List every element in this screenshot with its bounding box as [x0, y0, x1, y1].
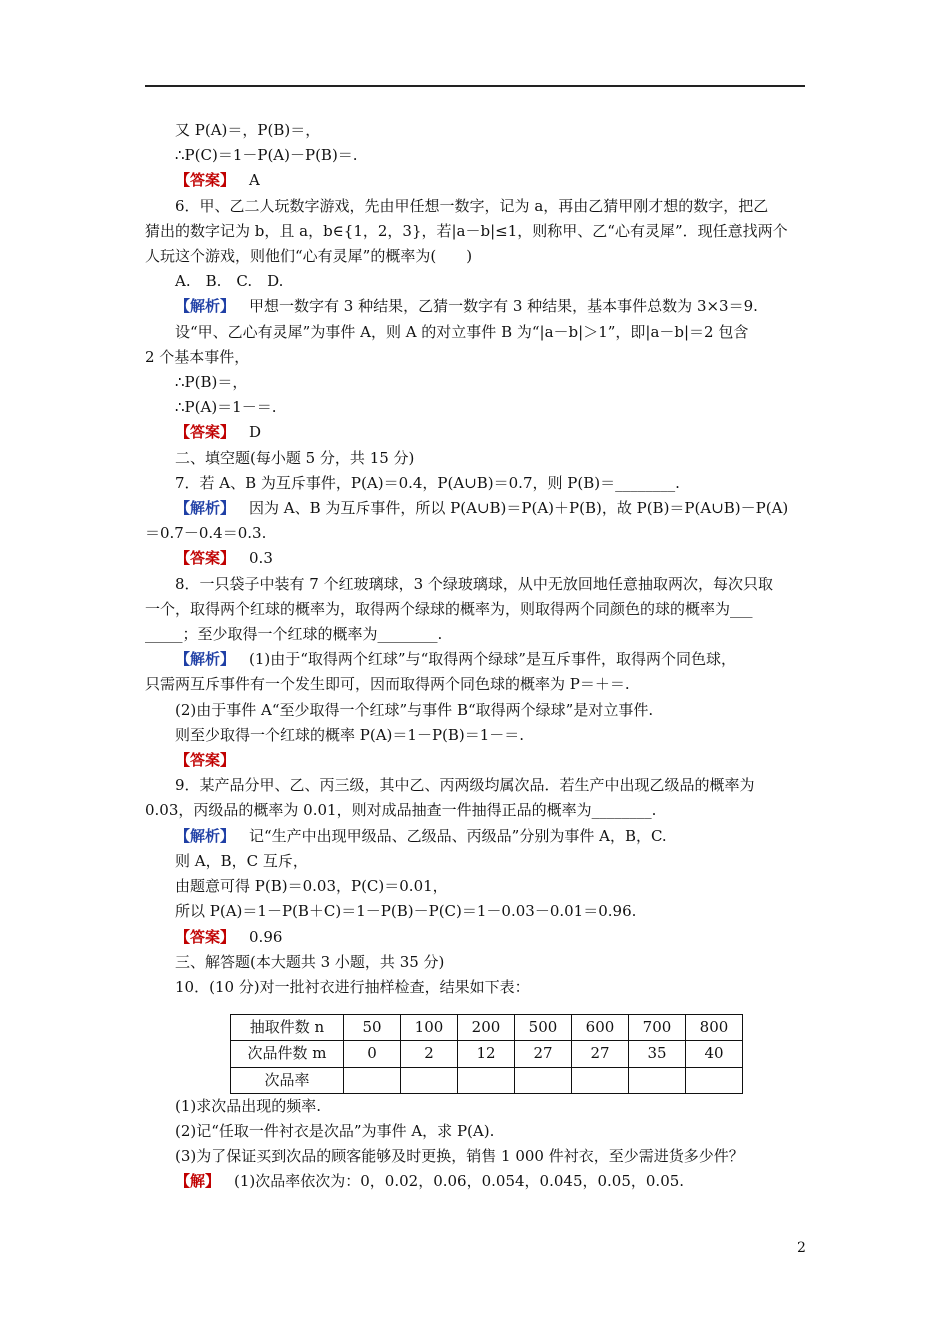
text-line: [145, 143, 809, 168]
text-line: [145, 168, 809, 193]
table-cell: 200: [458, 1015, 515, 1041]
label-tag: 【解析】: [175, 499, 236, 518]
text-block-before-table: [145, 118, 809, 1000]
line-text: D: [249, 423, 262, 442]
line-text: 则至少取得一个红球的概率 P(A)＝1－P(B)＝1－＝.: [175, 725, 525, 744]
text-line: [145, 723, 809, 748]
table-cell: [458, 1067, 515, 1093]
table-cell: [401, 1067, 458, 1093]
label-tag: 【解析】: [175, 826, 236, 845]
label-tag: 【答案】: [175, 423, 236, 442]
text-line: [145, 446, 809, 471]
line-text: 所以 P(A)＝1－P(B＋C)＝1－P(B)－P(C)＝1－0.03－0.01＝0.96.: [175, 902, 637, 921]
row-header-cell: 次品率: [231, 1067, 344, 1093]
line-text: ∴P(B)＝，: [175, 373, 248, 392]
line-text: (1)次品率依次为：0，0.02，0.06，0.054，0.045，0.05，0.05.: [234, 1172, 685, 1191]
line-text: 0.96: [249, 927, 283, 946]
table-cell: 700: [629, 1015, 686, 1041]
text-line: [145, 219, 809, 244]
text-line: [145, 370, 809, 395]
line-text: ∴P(A)＝1－＝.: [175, 398, 277, 417]
text-line: [145, 1094, 809, 1119]
line-text: 三、解答题(本大题共 3 小题，共 35 分): [175, 952, 445, 971]
text-line: [145, 824, 809, 849]
line-text: 因为 A、B 为互斥事件，所以 P(A∪B)＝P(A)＋P(B)，故 P(B)＝P(A∪B)－P(A): [249, 499, 789, 518]
line-text: 只需两互斥事件有一个发生即可，因而取得两个同色球的概率为 P＝＋＝.: [145, 675, 630, 694]
table-row: [231, 1015, 743, 1041]
line-text: 二、填空题(每小题 5 分，共 15 分): [175, 448, 415, 467]
table-cell: 100: [401, 1015, 458, 1041]
line-text: 7．若 A、B 为互斥事件，P(A)＝0.4，P(A∪B)＝0.7，则 P(B)＝________.: [175, 473, 680, 492]
line-text: (2)由于事件 A“至少取得一个红球”与事件 B“取得两个绿球”是对立事件.: [175, 700, 654, 719]
text-line: [145, 320, 809, 345]
table-cell: [629, 1067, 686, 1093]
text-line: [145, 471, 809, 496]
text-line: [145, 748, 809, 773]
text-line: [145, 899, 809, 924]
line-text: (3)为了保证买到次品的顾客能够及时更换，销售 1 000 件衬衣，至少需进货多少件？: [175, 1147, 744, 1166]
label-tag: 【解析】: [175, 297, 236, 316]
text-line: [145, 294, 809, 319]
table-cell: 600: [572, 1015, 629, 1041]
text-block-after-table: [145, 1094, 809, 1195]
text-line: [145, 496, 809, 521]
text-line: [145, 521, 809, 546]
text-line: [145, 1169, 809, 1194]
line-text: _____；至少取得一个红球的概率为________.: [145, 625, 443, 644]
table-cell: [572, 1067, 629, 1093]
text-line: [145, 546, 809, 571]
line-text: 记“生产中出现甲级品、乙级品、丙级品”分别为事件 A，B，C.: [249, 826, 667, 845]
line-text: (2)记“任取一件衬衣是次品”为事件 A，求 P(A).: [175, 1121, 495, 1140]
table-row: [231, 1041, 743, 1067]
text-line: [145, 672, 809, 697]
line-text: 设“甲、乙心有灵犀”为事件 A，则 A 的对立事件 B 为“|a－b|＞1”，即|a－b|＝2 包含: [175, 322, 749, 341]
line-text: 又 P(A)＝，P(B)＝，: [175, 121, 321, 139]
line-text: A. B. C. D.: [175, 272, 284, 291]
text-line: [145, 773, 809, 798]
label-tag: 【答案】: [175, 171, 236, 190]
label-tag: 【答案】: [175, 549, 236, 568]
document-body: [145, 118, 809, 1195]
line-text: 10．(10 分)对一批衬衣进行抽样检查，结果如下表：: [175, 977, 530, 996]
line-text: 一个，取得两个红球的概率为，取得两个绿球的概率为，则取得两个同颜色的球的概率为___: [145, 599, 753, 618]
line-text: ∴P(C)＝1－P(A)－P(B)＝.: [175, 146, 358, 165]
table-cell: [344, 1067, 401, 1093]
text-line: [145, 269, 809, 294]
text-line: [145, 118, 809, 143]
text-line: [145, 925, 809, 950]
line-text: 人玩这个游戏，则他们“心有灵犀”的概率为( ): [145, 247, 473, 266]
page-number: 2: [797, 1240, 806, 1256]
label-tag: 【解】: [175, 1172, 221, 1191]
line-text: 2 个基本事件，: [145, 347, 250, 366]
line-text: 8．一只袋子中装有 7 个红玻璃球，3 个绿玻璃球，从中无放回地任意抽取两次，每次只取: [175, 574, 773, 593]
table-cell: [686, 1067, 743, 1093]
table-cell: 0: [344, 1041, 401, 1067]
line-text: 猜出的数字记为 b，且 a，b∈{1，2，3}，若|a－b|≤1，则称甲、乙“心有灵犀”．现任意找两个: [145, 221, 788, 240]
table-cell: 50: [344, 1015, 401, 1041]
text-line: [145, 597, 809, 622]
line-text: 0.3: [249, 549, 273, 568]
text-line: [145, 849, 809, 874]
text-line: [145, 622, 809, 647]
line-text: A: [249, 171, 260, 190]
table-cell: 2: [401, 1041, 458, 1067]
text-line: [145, 975, 809, 1000]
table-cell: 800: [686, 1015, 743, 1041]
table-cell: 35: [629, 1041, 686, 1067]
text-line: [145, 572, 809, 597]
text-line: [145, 698, 809, 723]
label-tag: 【答案】: [175, 751, 236, 770]
line-text: 由题意可得 P(B)＝0.03，P(C)＝0.01，: [175, 877, 448, 896]
text-line: [145, 647, 809, 672]
line-text: 9．某产品分甲、乙、丙三级，其中乙、丙两级均属次品．若生产中出现乙级品的概率为: [175, 776, 755, 795]
text-line: [145, 194, 809, 219]
label-tag: 【解析】: [175, 650, 236, 669]
table-cell: 12: [458, 1041, 515, 1067]
text-line: [145, 395, 809, 420]
table-cell: 27: [515, 1041, 572, 1067]
label-tag: 【答案】: [175, 927, 236, 946]
line-text: 6．甲、乙二人玩数字游戏，先由甲任想一数字，记为 a，再由乙猜甲刚才想的数字，把乙: [175, 196, 769, 215]
header-rule: [145, 85, 805, 87]
text-line: [145, 950, 809, 975]
row-header-cell: 次品件数 m: [231, 1041, 344, 1067]
text-line: [145, 244, 809, 269]
line-text: 则 A，B，C 互斥，: [175, 851, 308, 870]
text-line: [145, 420, 809, 445]
table-cell: [515, 1067, 572, 1093]
line-text: (1)求次品出现的频率.: [175, 1096, 322, 1115]
line-text: 甲想一数字有 3 种结果，乙猜一数字有 3 种结果，基本事件总数为 3×3＝9.: [249, 297, 758, 316]
text-line: [145, 798, 809, 823]
line-text: ＝0.7－0.4＝0.3.: [145, 524, 267, 543]
line-text: (1)由于“取得两个红球”与“取得两个绿球”是互斥事件，取得两个同色球，: [249, 650, 736, 669]
text-line: [145, 1144, 809, 1169]
row-header-cell: 抽取件数 n: [231, 1015, 344, 1041]
text-line: [145, 345, 809, 370]
table-row: [231, 1067, 743, 1093]
table-cell: 40: [686, 1041, 743, 1067]
text-line: [145, 874, 809, 899]
table-cell: 500: [515, 1015, 572, 1041]
shirt-inspection-table: [230, 1014, 743, 1094]
line-text: 0.03，丙级品的概率为 0.01，则对成品抽查一件抽得正品的概率为________.: [145, 801, 657, 820]
text-line: [145, 1119, 809, 1144]
table-cell: 27: [572, 1041, 629, 1067]
